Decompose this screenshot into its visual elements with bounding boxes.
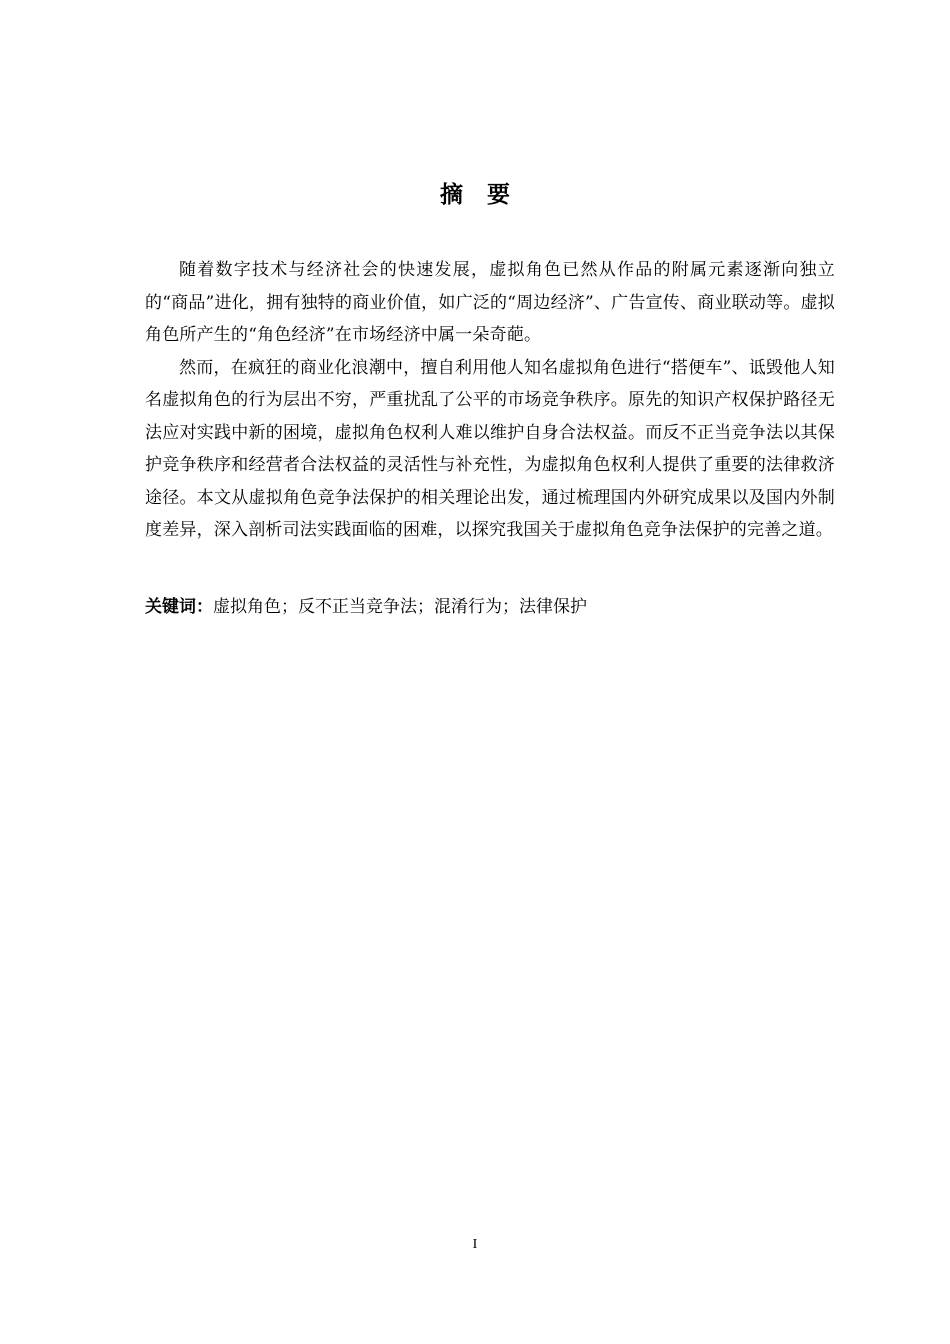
abstract-body bbox=[145, 254, 835, 547]
abstract-paragraph-2: 然而，在疯狂的商业化浪潮中，擅自利用他人知名虚拟角色进行“搭便车”、诋毁他人知名虚拟角色的行为层出不穷，严重扰乱了公平的市场竞争秩序。原先的知识产权保护路径无法应对实践中新的困境，虚拟角色权利人难以维护自身合法权益。而反不正当竞争法以其保护竞争秩序和经营者合法权益的灵活性与补充性，为虚拟角色权利人提供了重要的法律救济途径。本文从虚拟角色竞争法保护的相关理论出发，通过梳理国内外研究成果以及国内外制度差异，深入剖析司法实践面临的困难，以探究我国关于虚拟角色竞争法保护的完善之道。 bbox=[145, 357, 835, 540]
keywords-value: 虚拟角色；反不正当竞争法；混淆行为；法律保护 bbox=[213, 597, 587, 617]
page-title bbox=[0, 176, 950, 209]
title-char-1: 摘 bbox=[440, 182, 463, 208]
page-number: I bbox=[472, 1237, 478, 1252]
title-char-2: 要 bbox=[487, 182, 510, 208]
keywords-line bbox=[145, 593, 835, 621]
abstract-paragraph-1: 随着数字技术与经济社会的快速发展，虚拟角色已然从作品的附属元素逐渐向独立的“商品”进化，拥有独特的商业价值，如广泛的“周边经济”、广告宣传、商业联动等。虚拟角色所产生的“角色经济”在市场经济中属一朵奇葩。 bbox=[145, 260, 835, 345]
keywords-label: 关键词： bbox=[145, 597, 213, 617]
